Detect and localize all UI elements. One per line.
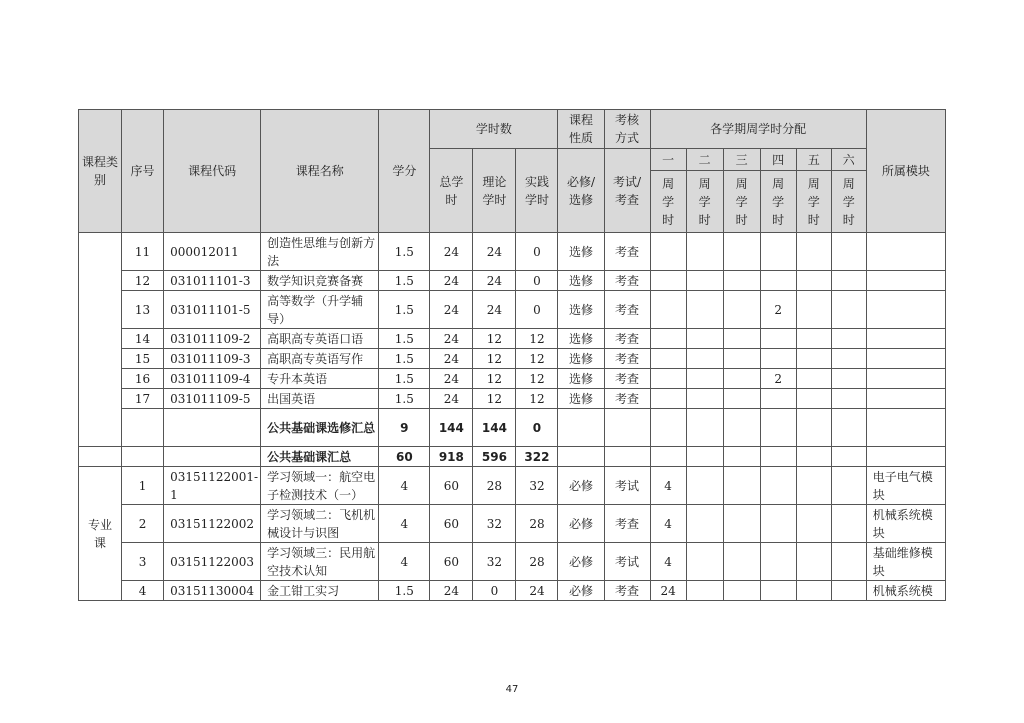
header-nature: 课程性质 [558, 110, 604, 149]
row-semester-hours [831, 291, 866, 329]
row-course-name: 创造性思维与创新方法 [261, 233, 379, 271]
row-hours-practice: 12 [516, 389, 558, 409]
row-code: 031011109-3 [164, 349, 261, 369]
row-course-name: 高职高专英语口语 [261, 329, 379, 349]
empty-cell [796, 409, 831, 447]
table-row [79, 369, 946, 389]
elective-summary-total: 144 [430, 409, 473, 447]
row-semester-hours [796, 329, 831, 349]
row-semester-hours [831, 467, 866, 505]
row-course-name: 金工钳工实习 [261, 581, 379, 601]
row-hours-total: 24 [430, 329, 473, 349]
row-nature: 必修 [558, 467, 604, 505]
row-hours-practice: 12 [516, 329, 558, 349]
empty-cell [122, 447, 164, 467]
row-credit: 4 [379, 543, 430, 581]
row-semester-hours [831, 389, 866, 409]
row-credit: 1.5 [379, 291, 430, 329]
row-semester-hours [723, 271, 760, 291]
elective-summary-theory: 144 [473, 409, 516, 447]
row-semester-hours: 4 [650, 543, 686, 581]
row-semester-hours [723, 329, 760, 349]
row-module [866, 291, 945, 329]
row-index: 11 [122, 233, 164, 271]
row-course-name: 高职高专英语写作 [261, 349, 379, 369]
row-credit: 1.5 [379, 369, 430, 389]
row-semester-hours [831, 271, 866, 291]
row-hours-theory: 12 [473, 329, 516, 349]
row-code: 03151122002 [164, 505, 261, 543]
header-credit: 学分 [379, 110, 430, 233]
header-semester-4: 四 [760, 149, 796, 171]
row-semester-hours [831, 505, 866, 543]
row-semester-hours: 2 [760, 291, 796, 329]
table-row [79, 349, 946, 369]
row-semester-hours [650, 389, 686, 409]
row-nature: 选修 [558, 233, 604, 271]
row-hours-total: 24 [430, 349, 473, 369]
empty-cell [831, 447, 866, 467]
row-semester-hours [831, 581, 866, 601]
row-index: 17 [122, 389, 164, 409]
category-cell-professional [79, 467, 122, 601]
row-semester-hours [796, 349, 831, 369]
row-exam: 考查 [604, 581, 650, 601]
row-hours-total: 24 [430, 291, 473, 329]
row-index: 15 [122, 349, 164, 369]
row-hours-theory: 24 [473, 291, 516, 329]
row-hours-total: 60 [430, 543, 473, 581]
row-course-name: 专升本英语 [261, 369, 379, 389]
row-nature: 选修 [558, 349, 604, 369]
row-semester-hours [796, 389, 831, 409]
row-semester-hours [796, 369, 831, 389]
row-code: 031011109-4 [164, 369, 261, 389]
row-hours-total: 24 [430, 581, 473, 601]
row-semester-hours [760, 467, 796, 505]
row-exam: 考查 [604, 369, 650, 389]
row-semester-hours [723, 467, 760, 505]
row-semester-hours: 2 [760, 369, 796, 389]
row-code: 031011101-3 [164, 271, 261, 291]
row-index: 12 [122, 271, 164, 291]
row-semester-hours [760, 389, 796, 409]
header-week-hours: 周学时 [650, 171, 686, 233]
row-semester-hours [796, 505, 831, 543]
header-hours-practice: 实践学时 [516, 149, 558, 233]
row-semester-hours [796, 467, 831, 505]
empty-cell [723, 447, 760, 467]
empty-cell [686, 409, 723, 447]
row-nature: 选修 [558, 369, 604, 389]
row-index: 16 [122, 369, 164, 389]
row-hours-theory: 28 [473, 467, 516, 505]
row-index: 14 [122, 329, 164, 349]
category-cell-public [79, 233, 122, 447]
row-code: 031011101-5 [164, 291, 261, 329]
row-hours-total: 24 [430, 389, 473, 409]
row-module [866, 329, 945, 349]
row-semester-hours: 4 [650, 505, 686, 543]
row-credit: 1.5 [379, 349, 430, 369]
row-hours-theory: 24 [473, 271, 516, 291]
header-hours-theory: 理论学时 [473, 149, 516, 233]
course-table [78, 109, 946, 601]
row-course-name: 出国英语 [261, 389, 379, 409]
row-semester-hours [723, 389, 760, 409]
header-semester-6: 六 [831, 149, 866, 171]
row-credit: 1.5 [379, 271, 430, 291]
row-semester-hours [831, 349, 866, 369]
row-index: 13 [122, 291, 164, 329]
row-exam: 考试 [604, 543, 650, 581]
table-row [79, 329, 946, 349]
row-code: 000012011 [164, 233, 261, 271]
row-credit: 1.5 [379, 233, 430, 271]
row-semester-hours [760, 505, 796, 543]
page-number: 47 [505, 684, 519, 695]
empty-cell [866, 447, 945, 467]
row-hours-total: 60 [430, 467, 473, 505]
empty-cell [723, 409, 760, 447]
row-semester-hours [686, 505, 723, 543]
row-nature: 选修 [558, 329, 604, 349]
table-row [79, 543, 946, 581]
row-semester-hours [686, 543, 723, 581]
empty-cell [558, 409, 604, 447]
row-exam: 考查 [604, 505, 650, 543]
header-week-hours: 周学时 [796, 171, 831, 233]
row-semester-hours [723, 505, 760, 543]
base-summary-credit: 60 [379, 447, 430, 467]
header-exam-sub: 考试/考查 [604, 149, 650, 233]
row-semester-hours [686, 349, 723, 369]
row-code: 031011109-5 [164, 389, 261, 409]
row-credit: 1.5 [379, 329, 430, 349]
row-semester-hours [686, 389, 723, 409]
row-semester-hours [723, 543, 760, 581]
row-nature: 选修 [558, 291, 604, 329]
row-hours-practice: 24 [516, 581, 558, 601]
elective-summary-practice: 0 [516, 409, 558, 447]
row-module [866, 233, 945, 271]
row-hours-practice: 28 [516, 505, 558, 543]
row-semester-hours [650, 349, 686, 369]
empty-cell [558, 447, 604, 467]
row-hours-practice: 28 [516, 543, 558, 581]
row-module: 机械系统模 [866, 581, 945, 601]
row-module [866, 349, 945, 369]
header-nature-sub: 必修/选修 [558, 149, 604, 233]
row-semester-hours [650, 329, 686, 349]
table-row [79, 581, 946, 601]
header-week-hours: 周学时 [686, 171, 723, 233]
row-semester-hours [796, 291, 831, 329]
row-index: 3 [122, 543, 164, 581]
row-module [866, 389, 945, 409]
row-semester-hours [760, 581, 796, 601]
header-semester-group: 各学期周学时分配 [650, 110, 866, 149]
base-summary-row [79, 447, 946, 467]
row-code: 031011109-2 [164, 329, 261, 349]
row-nature: 选修 [558, 389, 604, 409]
row-course-name: 学习领域三：民用航空技术认知 [261, 543, 379, 581]
header-semester-5: 五 [796, 149, 831, 171]
row-nature: 选修 [558, 271, 604, 291]
row-semester-hours [686, 369, 723, 389]
row-semester-hours [650, 369, 686, 389]
header-exam-mode: 考核方式 [604, 110, 650, 149]
row-exam: 考试 [604, 467, 650, 505]
header-category: 课程类别 [79, 110, 122, 233]
row-exam: 考查 [604, 389, 650, 409]
header-semester-2: 二 [686, 149, 723, 171]
row-semester-hours [723, 233, 760, 271]
empty-cell [122, 409, 164, 447]
header-week-hours: 周学时 [831, 171, 866, 233]
row-semester-hours [686, 581, 723, 601]
row-semester-hours [760, 543, 796, 581]
row-code: 03151122003 [164, 543, 261, 581]
row-credit: 4 [379, 505, 430, 543]
category-label: 专业课 [88, 517, 113, 550]
row-semester-hours [831, 329, 866, 349]
row-semester-hours [686, 271, 723, 291]
row-semester-hours [796, 233, 831, 271]
row-hours-theory: 12 [473, 369, 516, 389]
row-semester-hours [723, 369, 760, 389]
table-row [79, 389, 946, 409]
row-semester-hours [686, 233, 723, 271]
row-hours-practice: 0 [516, 291, 558, 329]
row-module: 电子电气模块 [866, 467, 945, 505]
empty-cell [831, 409, 866, 447]
empty-cell [604, 447, 650, 467]
row-hours-total: 24 [430, 233, 473, 271]
row-hours-total: 24 [430, 369, 473, 389]
row-hours-total: 60 [430, 505, 473, 543]
empty-cell [796, 447, 831, 467]
empty-cell [650, 447, 686, 467]
row-semester-hours [686, 329, 723, 349]
row-semester-hours: 24 [650, 581, 686, 601]
row-semester-hours [723, 291, 760, 329]
empty-cell [866, 409, 945, 447]
row-semester-hours [723, 581, 760, 601]
row-semester-hours [760, 329, 796, 349]
row-credit: 1.5 [379, 581, 430, 601]
row-semester-hours [796, 581, 831, 601]
row-hours-theory: 12 [473, 349, 516, 369]
row-code: 03151130004 [164, 581, 261, 601]
table-body [79, 233, 946, 601]
row-hours-practice: 12 [516, 349, 558, 369]
empty-cell [686, 447, 723, 467]
row-hours-theory: 32 [473, 505, 516, 543]
base-summary-theory: 596 [473, 447, 516, 467]
row-exam: 考查 [604, 271, 650, 291]
empty-cell [164, 447, 261, 467]
row-code: 03151122001-1 [164, 467, 261, 505]
empty-cell [760, 447, 796, 467]
row-semester-hours [686, 467, 723, 505]
header-index: 序号 [122, 110, 164, 233]
row-hours-practice: 0 [516, 271, 558, 291]
table-row [79, 291, 946, 329]
table-row [79, 271, 946, 291]
row-course-name: 高等数学（升学辅导） [261, 291, 379, 329]
header-week-hours: 周学时 [760, 171, 796, 233]
row-module [866, 271, 945, 291]
row-semester-hours [831, 233, 866, 271]
row-hours-theory: 0 [473, 581, 516, 601]
base-summary-practice: 322 [516, 447, 558, 467]
empty-cell [164, 409, 261, 447]
row-hours-practice: 32 [516, 467, 558, 505]
table-row [79, 505, 946, 543]
row-exam: 考查 [604, 329, 650, 349]
row-module [866, 369, 945, 389]
elective-summary-row [79, 409, 946, 447]
row-module: 基础维修模块 [866, 543, 945, 581]
empty-cell [79, 447, 122, 467]
row-credit: 4 [379, 467, 430, 505]
row-index: 2 [122, 505, 164, 543]
row-semester-hours [831, 369, 866, 389]
row-semester-hours [796, 271, 831, 291]
table-row [79, 467, 946, 505]
row-hours-total: 24 [430, 271, 473, 291]
table-row [79, 233, 946, 271]
row-course-name: 学习领域二：飞机机械设计与识图 [261, 505, 379, 543]
row-course-name: 学习领域一：航空电子检测技术（一） [261, 467, 379, 505]
row-hours-practice: 0 [516, 233, 558, 271]
row-course-name: 数学知识竞赛备赛 [261, 271, 379, 291]
row-hours-theory: 32 [473, 543, 516, 581]
row-index: 4 [122, 581, 164, 601]
header-semester-1: 一 [650, 149, 686, 171]
row-semester-hours: 4 [650, 467, 686, 505]
row-semester-hours [831, 543, 866, 581]
empty-cell [604, 409, 650, 447]
header-module: 所属模块 [866, 110, 945, 233]
empty-cell [650, 409, 686, 447]
row-exam: 考查 [604, 233, 650, 271]
row-semester-hours [686, 291, 723, 329]
row-semester-hours [796, 543, 831, 581]
base-summary-total: 918 [430, 447, 473, 467]
header-hours-group: 学时数 [430, 110, 558, 149]
row-module: 机械系统模块 [866, 505, 945, 543]
row-hours-practice: 12 [516, 369, 558, 389]
header-code: 课程代码 [164, 110, 261, 233]
row-exam: 考查 [604, 291, 650, 329]
row-nature: 必修 [558, 505, 604, 543]
row-semester-hours [650, 271, 686, 291]
row-semester-hours [723, 349, 760, 369]
row-semester-hours [760, 349, 796, 369]
row-hours-theory: 24 [473, 233, 516, 271]
row-credit: 1.5 [379, 389, 430, 409]
elective-summary-label: 公共基础课选修汇总 [261, 409, 379, 447]
empty-cell [760, 409, 796, 447]
base-summary-label: 公共基础课汇总 [261, 447, 379, 467]
header-hours-total: 总学时 [430, 149, 473, 233]
row-semester-hours [650, 233, 686, 271]
row-nature: 必修 [558, 543, 604, 581]
elective-summary-credit: 9 [379, 409, 430, 447]
header-week-hours: 周学时 [723, 171, 760, 233]
row-semester-hours [760, 233, 796, 271]
row-exam: 考查 [604, 349, 650, 369]
row-nature: 必修 [558, 581, 604, 601]
header-semester-3: 三 [723, 149, 760, 171]
row-semester-hours [760, 271, 796, 291]
row-hours-theory: 12 [473, 389, 516, 409]
header-name: 课程名称 [261, 110, 379, 233]
row-index: 1 [122, 467, 164, 505]
row-semester-hours [650, 291, 686, 329]
